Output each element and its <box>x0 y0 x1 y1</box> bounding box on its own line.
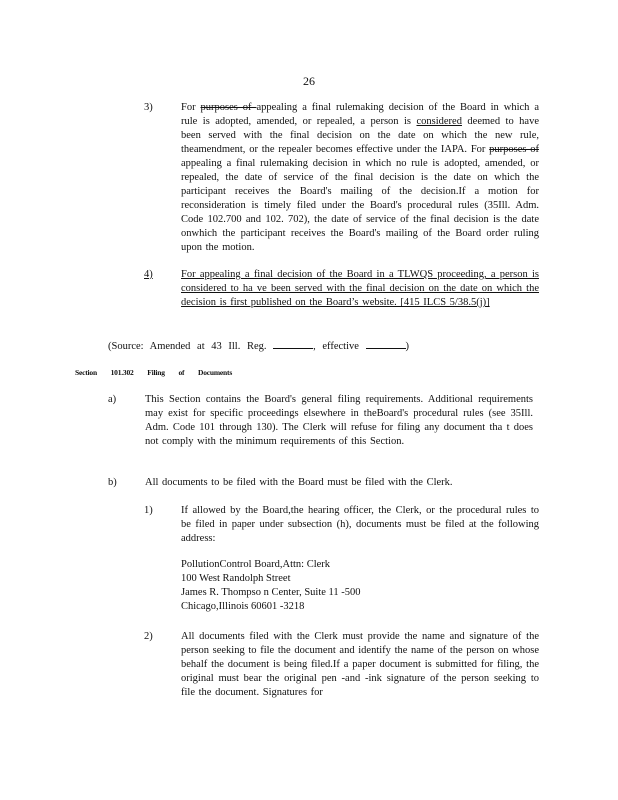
item-3-mid2: deemed to have been served with the final decision on the date on which the new rule, theamendment, or the repealer becomes effective under the IAPA. For <box>181 116 539 155</box>
source-mid: , effective <box>313 341 366 352</box>
item-3-pre1: For <box>181 102 201 113</box>
item-3-ins1: considered <box>416 116 462 127</box>
item-3-strike1: purposes of <box>200 102 257 113</box>
item-a-text: This Section contains the Board's general filing requirements. Additional requirements may exist for specific proceedings elsewhere in theBoard's procedural rules (see 35Ill. Adm. Code 101 through 130). The Clerk will refuse for filing any document tha t does not comply with the minimum requirements of this Section. <box>145 394 533 447</box>
address-line-3: James R. Thompso n Center, Suite 11 -500 <box>181 587 361 598</box>
item-3-rest: appealing a final rulemaking decision in which no rule is adopted, amended, or repealed, the date of service of the final decision is the date on which the participant receives the Board's mailing of the decision.If a motion for reconsideration is timely filed under the Board's procedural rules (35Ill. Adm. Code 102.700 and 102. 702), the date of service of the final decision is the date onwhich the participant receives the Board's mailing of the Board order ruling upon the motion. <box>181 158 539 253</box>
item-3-mid1: appealing a final rulemaking decision of the Board in which a rule is adopted, amended, or repealed, a person is <box>181 102 539 127</box>
clerk-address <box>181 558 361 614</box>
address-line-2: 100 West Randolph Street <box>181 573 291 584</box>
item-b1-text: If allowed by the Board,the hearing officer, the Clerk, or the procedural rules to be filed in paper under subsection (h), documents must be filed at the following address: <box>181 505 539 544</box>
item-4-label: 4) <box>144 269 153 280</box>
address-line-4: Chicago,Illinois 60601 -3218 <box>181 601 305 612</box>
source-pre: (Source: Amended at 43 Ill. Reg. <box>108 341 274 352</box>
source-post: ) <box>405 341 410 352</box>
item-a-label: a) <box>108 394 117 405</box>
source-blank-2 <box>366 338 406 349</box>
item-b-label: b) <box>108 477 117 488</box>
source-note <box>108 338 548 354</box>
item-b2-text: All documents filed with the Clerk must provide the name and signature of the person seeking to file the document and identify the name of the person on whose behalf the document is being filed.If a paper document is submitted for filing, the original must bear the original pen -and -ink signature of the person seeking to file the document. Signatures for <box>181 631 539 698</box>
section-heading: Section 101.302 Filing of Documents <box>75 368 233 377</box>
item-4-text: For appealing a final decision of the Board in a TLWQS proceeding, a person is considered to ha ve been served with the final decision on the date on which the decision is first published on the Board’s website. [415 ILCS 5/38.5(j)] <box>181 269 539 308</box>
item-b1-label: 1) <box>144 505 153 516</box>
source-blank-1 <box>273 338 313 349</box>
item-3-strike2: purposes of <box>489 144 540 155</box>
item-3-label: 3) <box>144 102 153 113</box>
item-3-text <box>181 101 539 255</box>
page-number: 26 <box>303 74 315 88</box>
item-b2-label: 2) <box>144 631 153 642</box>
item-b-text: All documents to be filed with the Board must be filed with the Clerk. <box>145 477 453 488</box>
address-line-1: PollutionControl Board,Attn: Clerk <box>181 559 331 570</box>
